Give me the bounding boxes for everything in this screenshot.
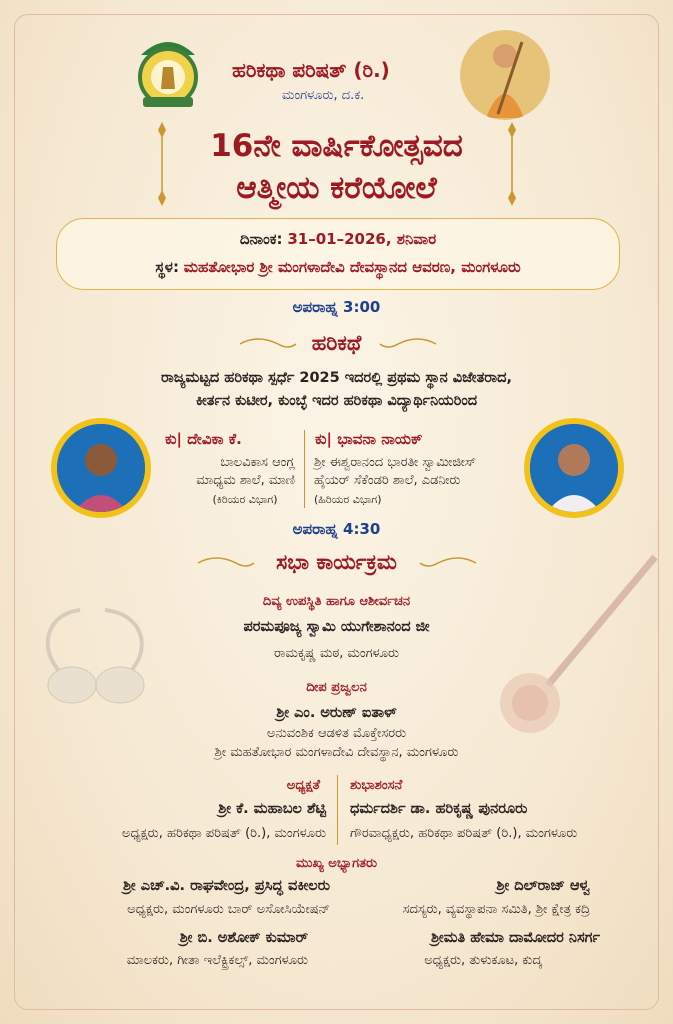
venue-value: ಮಹತೋಭಾರ ಶ್ರೀ ಮಂಗಳಾದೇವಿ ದೇವಸ್ಥಾನದ ಆವರಣ, ಮಂಗಳೂರು xyxy=(183,258,521,276)
date-label: ದಿನಾಂಕ: xyxy=(239,230,283,248)
performer-2-category: (ಹಿರಿಯರ ವಿಭಾಗ) xyxy=(314,493,382,506)
date-value: 31–01–2026, ಶನಿವಾರ xyxy=(287,230,437,248)
org-name: ಹರಿಕಥಾ ಪರಿಷತ್ (ರಿ.) xyxy=(232,58,390,82)
guest-3-role: ಮಾಲಕರು, ಗೀತಾ ಇಲೆಕ್ಟ್ರಿಕಲ್ಸ್, ಮಂಗಳೂರು xyxy=(126,953,308,968)
title-line-1: 16ನೇ ವಾರ್ಷಿಕೋತ್ಸವದ xyxy=(210,128,463,164)
org-place: ಮಂಗಳೂರು, ದ.ಕ. xyxy=(282,88,365,103)
harikathe-desc-2: ಕೀರ್ತನ ಕುಟೀರ, ಕುಂಬ್ಳೆ ಇದರ ಹರಿಕಥಾ ವಿದ್ಯಾರ್ಥಿನಿಯರಿಂದ xyxy=(195,393,478,409)
sabha-title: ಸಭಾ ಕಾರ್ಯಕ್ರಮ xyxy=(276,550,397,574)
harikathe-time: ಅಪರಾಹ್ನ 3:00 xyxy=(292,298,381,316)
performer-1-name: ಕು| ದೇವಿಕಾ ಕೆ. xyxy=(165,430,242,448)
performer-1-photo xyxy=(51,418,151,518)
greet-role: ಗೌರವಾಧ್ಯಕ್ಷರು, ಹರಿಕಥಾ ಪರಿಷತ್ (ರಿ.), ಮಂಗಳೂರು xyxy=(350,826,578,841)
guest-2-role: ಸದಸ್ಯರು, ವ್ಯವಸ್ಥಾಪನಾ ಸಮಿತಿ, ಶ್ರೀ ಕ್ಷೇತ್ರ ಕದ್ರಿ xyxy=(402,902,590,917)
performer-1-line-1: ಬಾಲವಿಕಾಸ ಆಂಗ್ಲ xyxy=(220,455,295,470)
guest-3-name: ಶ್ರೀ ಬಿ. ಅಶೋಕ್ ಕುಮಾರ್ xyxy=(179,930,308,946)
venue-label: ಸ್ಥಳ: xyxy=(155,258,179,276)
greet-heading: ಶುಭಾಶಂಸನೆ xyxy=(350,778,403,793)
performer-2-name: ಕು| ಭಾವನಾ ನಾಯಕ್ xyxy=(315,430,423,448)
blessing-place: ರಾಮಕೃಷ್ಣ ಮಠ, ಮಂಗಳೂರು xyxy=(273,646,400,661)
blessing-heading: ದಿವ್ಯ ಉಪಸ್ಥಿತಿ ಹಾಗೂ ಆಶೀರ್ವಚನ xyxy=(262,594,411,609)
performer-2-line-2: ಹೈಯರ್ ಸೆಕೆಂಡರಿ ಶಾಲೆ, ಎಡನೀರು xyxy=(314,473,461,488)
guest-4-name: ಶ್ರೀಮತಿ ಹೇಮಾ ದಾಮೋದರ ನಿಸರ್ಗ xyxy=(430,930,600,946)
performer-divider xyxy=(304,430,305,508)
column-divider xyxy=(337,775,338,845)
saint-narada-illustration xyxy=(460,30,550,120)
blessing-name: ಪರಮಪೂಜ್ಯ ಸ್ವಾಮಿ ಯುಗೇಶಾನಂದ ಜೀ xyxy=(243,619,430,635)
president-heading: ಅಧ್ಯಕ್ಷತೆ xyxy=(286,778,320,793)
guest-1-name: ಶ್ರೀ ಎಚ್.ವಿ. ರಾಘವೇಂದ್ರ, ಪ್ರಸಿದ್ಧ ವಕೀಲರು xyxy=(122,878,330,894)
performer-1-line-2: ಮಾಧ್ಯಮ ಶಾಲೆ, ಮಾಣಿ xyxy=(196,473,295,488)
harikathe-title: ಹರಿಕಥೆ xyxy=(311,331,362,355)
lamp-heading: ದೀಪ ಪ್ರಜ್ವಲನ xyxy=(306,680,367,695)
title-line-2: ಆತ್ಮೀಯ ಕರೆಯೋಲೆ xyxy=(236,170,437,206)
guest-2-name: ಶ್ರೀ ದಿಲ್‌ರಾಜ್ ಆಳ್ವ xyxy=(496,878,590,894)
harikathe-desc-1: ರಾಜ್ಯಮಟ್ಟದ ಹರಿಕಥಾ ಸ್ಪರ್ಧೆ 2025 ಇದರಲ್ಲಿ ಪ್ರಥಮ ಸ್ಥಾನ ವಿಜೇತರಾದ, xyxy=(161,370,512,386)
greet-name: ಧರ್ಮದರ್ಶಿ ಡಾ. ಹರಿಕೃಷ್ಣ ಪುನರೂರು xyxy=(350,801,528,817)
sabha-time: ಅಪರಾಹ್ನ 4:30 xyxy=(292,520,381,538)
venue-line xyxy=(57,258,619,276)
guest-4-role: ಅಧ್ಯಕ್ಷರು, ತುಳುಕೂಟ, ಕುದ್ಕ xyxy=(424,953,542,968)
lamp-place: ಶ್ರೀ ಮಹತೋಭಾರ ಮಂಗಳಾದೇವಿ ದೇವಸ್ಥಾನ, ಮಂಗಳೂರು xyxy=(214,745,459,760)
performer-1-category: (ಕಿರಿಯರ ವಿಭಾಗ) xyxy=(212,493,278,506)
event-info-box xyxy=(56,218,620,290)
president-role: ಅಧ್ಯಕ್ಷರು, ಹರಿಕಥಾ ಪರಿಷತ್ (ರಿ.), ಮಂಗಳೂರು xyxy=(121,826,326,841)
date-line xyxy=(57,230,619,248)
president-name: ಶ್ರೀ ಕೆ. ಮಹಾಬಲ ಶೆಟ್ಟಿ xyxy=(218,801,326,817)
lamp-name: ಶ್ರೀ ಎಂ. ಅರುಣ್ ಐತಾಳ್ xyxy=(276,705,397,721)
guests-heading: ಮುಖ್ಯ ಅಭ್ಯಾಗತರು xyxy=(295,856,378,871)
lamp-role: ಅನುವಂಶಿಕ ಆಡಳಿತ ಮೊಕ್ತೇಸರರು xyxy=(266,726,407,741)
parishat-logo xyxy=(133,33,203,111)
guest-1-role: ಅಧ್ಯಕ್ಷರು, ಮಂಗಳೂರು ಬಾರ್ ಅಸೋಸಿಯೇಷನ್ xyxy=(127,902,330,917)
performer-2-line-1: ಶ್ರೀ ಈಶ್ವರಾನಂದ ಭಾರತೀ ಸ್ವಾಮೀಜೀಸ್ xyxy=(314,455,476,470)
performer-2-photo xyxy=(524,418,624,518)
